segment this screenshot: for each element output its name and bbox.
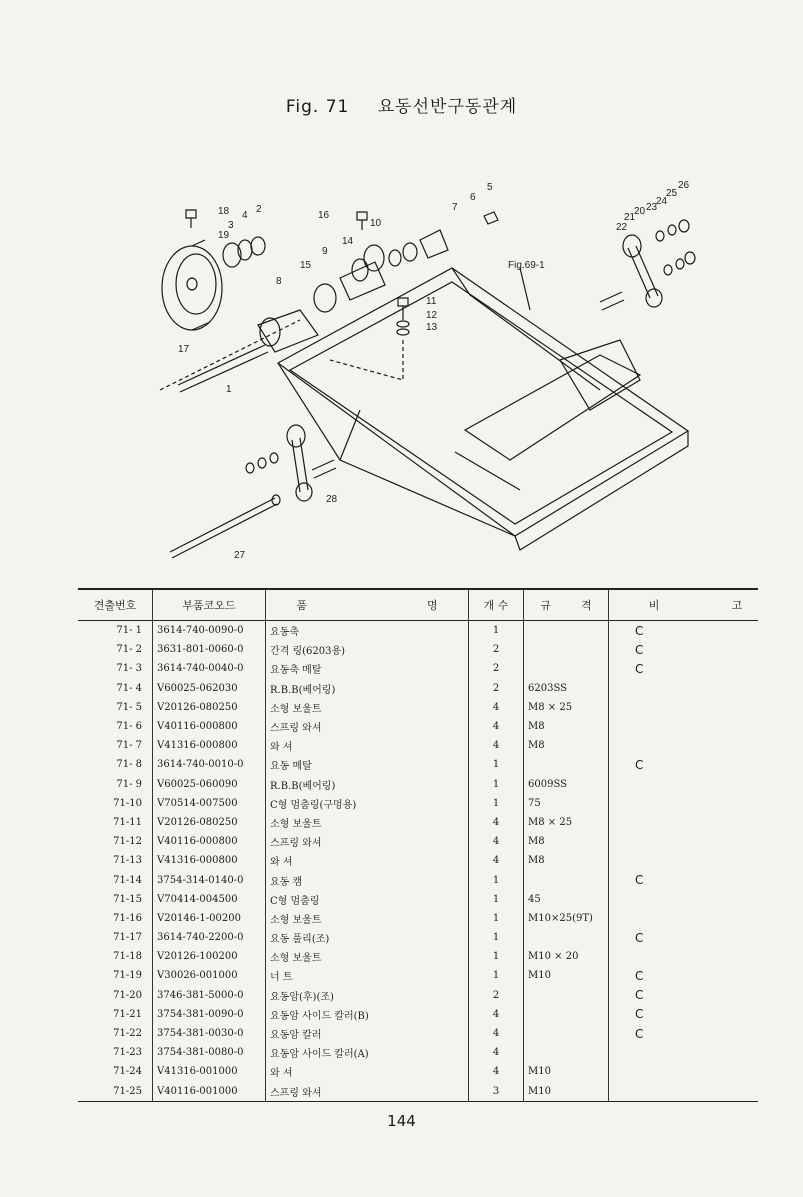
row-remark: C	[609, 986, 759, 1005]
row-spec	[524, 755, 609, 774]
callout-11: 11	[426, 296, 437, 307]
row-spec	[524, 621, 609, 641]
row-spec: M8	[524, 851, 609, 870]
row-remark	[609, 813, 759, 832]
table-row	[78, 909, 758, 928]
callout-10: 10	[370, 218, 382, 229]
row-spec: 45	[524, 890, 609, 909]
row-remark: C	[609, 659, 759, 678]
row-qty: 1	[469, 755, 524, 774]
callout-25: 25	[666, 188, 678, 199]
page-number: 144	[387, 1112, 416, 1130]
row-name: 너 트	[266, 966, 469, 985]
row-no: 71-24	[113, 1066, 142, 1078]
row-remark	[609, 698, 759, 717]
row-no: 71-18	[113, 951, 142, 963]
row-qty: 1	[469, 775, 524, 794]
table-row	[78, 659, 758, 678]
shaft-27	[170, 498, 277, 558]
callout-23: 23	[646, 202, 658, 213]
exploded-parts-diagram	[0, 170, 803, 570]
row-spec: 6203SS	[524, 679, 609, 698]
row-remark: C	[609, 928, 759, 947]
row-code: V30026-001000	[153, 966, 266, 985]
row-no: 71-15	[113, 893, 142, 905]
row-remark	[609, 947, 759, 966]
row-name: 요동 메탈	[266, 755, 469, 774]
row-no: 71-20	[113, 989, 142, 1001]
row-name: 간격 링(6203용)	[266, 640, 469, 659]
row-remark	[609, 890, 759, 909]
row-spec: M8 × 25	[524, 813, 609, 832]
row-spec	[524, 640, 609, 659]
row-qty: 2	[469, 986, 524, 1005]
row-name: 스프링 와셔	[266, 717, 469, 736]
row-no: 71-16	[113, 912, 142, 924]
row-name: 요동 캠	[266, 870, 469, 889]
header-spec: 규 격	[524, 589, 609, 621]
row-no: 71-17	[113, 932, 142, 944]
callout-19: 19	[218, 230, 230, 241]
row-name: 스프링 와셔	[266, 1082, 469, 1102]
callout-22: 22	[616, 222, 628, 233]
row-qty: 1	[469, 621, 524, 641]
table-row	[78, 890, 758, 909]
row-code: 3614-740-0040-0	[153, 659, 266, 678]
row-qty: 1	[469, 928, 524, 947]
row-no: 71- 8	[116, 759, 142, 771]
table-row	[78, 813, 758, 832]
row-spec	[524, 1005, 609, 1024]
row-code: 3746-381-5000-0	[153, 986, 266, 1005]
row-code: V40116-000800	[153, 717, 266, 736]
row-remark	[609, 1043, 759, 1062]
row-code: V41316-001000	[153, 1062, 266, 1081]
row-name: 소형 보울트	[266, 909, 469, 928]
row-no: 71-19	[113, 970, 142, 982]
row-name: 요동 풀리(조)	[266, 928, 469, 947]
row-spec: M8	[524, 717, 609, 736]
row-qty: 1	[469, 890, 524, 909]
callout-15: 15	[300, 260, 312, 271]
table-row	[78, 736, 758, 755]
row-qty: 4	[469, 698, 524, 717]
row-spec: M8 × 25	[524, 698, 609, 717]
header-code: 부품코오드	[153, 589, 266, 621]
row-code: 3614-740-2200-0	[153, 928, 266, 947]
callout-6: 6	[470, 192, 476, 203]
row-remark: C	[609, 870, 759, 889]
row-remark: C	[609, 621, 759, 641]
table-row	[78, 832, 758, 851]
callout-16: 16	[318, 210, 330, 221]
header-qty: 개 수	[469, 589, 524, 621]
ref-label: Fig.69-1	[508, 260, 545, 271]
row-qty: 4	[469, 1043, 524, 1062]
row-spec: M10 × 20	[524, 947, 609, 966]
table-row	[78, 928, 758, 947]
row-no: 71-23	[113, 1047, 142, 1059]
table-row	[78, 640, 758, 659]
row-name: 와 셔	[266, 851, 469, 870]
row-remark	[609, 1082, 759, 1102]
table-row	[78, 1062, 758, 1081]
callout-7: 7	[452, 202, 458, 213]
row-name: 소형 보울트	[266, 813, 469, 832]
header-no: 견출번호	[78, 589, 153, 621]
row-code: V41316-000800	[153, 851, 266, 870]
row-code: V40116-000800	[153, 832, 266, 851]
row-spec: 6009SS	[524, 775, 609, 794]
row-name: 와 셔	[266, 1062, 469, 1081]
table-row	[78, 621, 758, 641]
table-row	[78, 1043, 758, 1062]
callout-labels	[178, 180, 690, 561]
row-no: 71-14	[113, 874, 142, 886]
page-title	[0, 92, 803, 117]
row-qty: 4	[469, 1062, 524, 1081]
callout-27: 27	[234, 550, 246, 561]
row-qty: 1	[469, 909, 524, 928]
row-code: 3631-801-0060-0	[153, 640, 266, 659]
row-name: 와 셔	[266, 736, 469, 755]
callout-12: 12	[426, 310, 438, 321]
row-spec: M8	[524, 736, 609, 755]
row-no: 71-21	[113, 1008, 142, 1020]
row-name: 요동축 메탈	[266, 659, 469, 678]
row-code: V60025-062030	[153, 679, 266, 698]
row-remark	[609, 775, 759, 794]
table-row	[78, 1005, 758, 1024]
row-no: 71- 9	[116, 778, 142, 790]
table-row	[78, 966, 758, 985]
row-qty: 4	[469, 813, 524, 832]
callout-14: 14	[342, 236, 354, 247]
row-no: 71-22	[113, 1028, 142, 1040]
row-spec	[524, 928, 609, 947]
parts-table	[78, 588, 758, 1102]
figure-title: 요동선반구동관계	[377, 97, 518, 117]
row-qty: 4	[469, 1005, 524, 1024]
row-no: 71-11	[113, 816, 142, 828]
row-remark	[609, 909, 759, 928]
row-no: 71- 3	[116, 663, 142, 675]
row-spec: M10×25(9T)	[524, 909, 609, 928]
row-code: V20126-080250	[153, 698, 266, 717]
table-row	[78, 775, 758, 794]
row-spec: 75	[524, 794, 609, 813]
frame-tray	[278, 268, 688, 536]
row-code: V60025-060090	[153, 775, 266, 794]
callout-1: 1	[226, 384, 232, 395]
callout-8: 8	[276, 276, 282, 287]
callout-26: 26	[678, 180, 690, 191]
callout-5: 5	[487, 182, 493, 193]
row-no: 71- 1	[116, 625, 142, 637]
row-qty: 1	[469, 794, 524, 813]
swing-arm-right	[628, 246, 658, 298]
row-qty: 1	[469, 947, 524, 966]
row-name: 요동암 칼러	[266, 1024, 469, 1043]
table-row	[78, 1082, 758, 1102]
row-remark	[609, 1062, 759, 1081]
row-no: 71-25	[78, 1082, 153, 1102]
row-remark: C	[609, 755, 759, 774]
row-remark: C	[609, 1024, 759, 1043]
row-remark	[609, 851, 759, 870]
row-qty: 2	[469, 679, 524, 698]
row-remark	[609, 679, 759, 698]
table-row	[78, 851, 758, 870]
table-row	[78, 794, 758, 813]
row-name: C형 멈춤링(구멍용)	[266, 794, 469, 813]
row-no: 71- 7	[116, 740, 142, 752]
row-no: 71-12	[113, 836, 142, 848]
row-name: C형 멈춤링	[266, 890, 469, 909]
row-no: 71- 5	[116, 701, 142, 713]
row-remark	[609, 736, 759, 755]
row-remark: C	[609, 640, 759, 659]
table-row	[78, 717, 758, 736]
table-row	[78, 698, 758, 717]
row-name: R.B.B(베어링)	[266, 679, 469, 698]
header-remark: 비 고	[609, 589, 759, 621]
table-row	[78, 1024, 758, 1043]
row-qty: 4	[469, 1024, 524, 1043]
row-spec	[524, 659, 609, 678]
callout-4: 4	[242, 210, 248, 221]
row-qty: 4	[469, 717, 524, 736]
row-qty: 4	[469, 851, 524, 870]
table-header-row	[78, 589, 758, 621]
row-name: 요동암(후)(조)	[266, 986, 469, 1005]
row-code: V70514-007500	[153, 794, 266, 813]
row-spec	[524, 870, 609, 889]
row-code: 3614-740-0010-0	[153, 755, 266, 774]
shaft-1	[178, 345, 268, 392]
row-spec	[524, 1043, 609, 1062]
row-code: 3754-381-0090-0	[153, 1005, 266, 1024]
callout-2: 2	[256, 204, 262, 215]
table-row	[78, 870, 758, 889]
row-code: 3754-381-0080-0	[153, 1043, 266, 1062]
row-qty: 4	[469, 736, 524, 755]
header-name: 품 명	[266, 589, 469, 621]
table-row	[78, 679, 758, 698]
row-qty: 4	[469, 832, 524, 851]
callout-13: 13	[426, 322, 438, 333]
row-qty: 1	[469, 966, 524, 985]
row-no: 71-13	[113, 855, 142, 867]
table-row	[78, 755, 758, 774]
row-name: 요동암 사이드 칼러(B)	[266, 1005, 469, 1024]
row-code: 3754-381-0030-0	[153, 1024, 266, 1043]
row-no: 71- 6	[116, 721, 142, 733]
row-code: V20126-080250	[153, 813, 266, 832]
bearing-9	[314, 284, 336, 312]
figure-label: Fig. 71	[285, 97, 350, 117]
row-code: V20146-1-00200	[153, 909, 266, 928]
row-code: V40116-001000	[153, 1082, 266, 1102]
row-qty: 2	[469, 640, 524, 659]
row-name: R.B.B(베어링)	[266, 775, 469, 794]
row-spec	[524, 986, 609, 1005]
table-row	[78, 986, 758, 1005]
row-remark: C	[609, 966, 759, 985]
row-spec: M8	[524, 832, 609, 851]
row-name: 소형 보울트	[266, 698, 469, 717]
row-qty: 2	[469, 659, 524, 678]
table-row	[78, 947, 758, 966]
row-no: 71- 4	[116, 682, 142, 694]
row-no: 71- 2	[116, 644, 142, 656]
callout-20: 20	[634, 206, 646, 217]
row-qty: 1	[469, 870, 524, 889]
row-code: 3754-314-0140-0	[153, 870, 266, 889]
row-qty: 3	[469, 1082, 524, 1102]
callout-9: 9	[322, 246, 328, 257]
row-remark	[609, 794, 759, 813]
row-name: 소형 보울트	[266, 947, 469, 966]
callout-28: 28	[326, 494, 338, 505]
row-no: 71-10	[113, 797, 142, 809]
row-remark: C	[609, 1005, 759, 1024]
row-name: 스프링 와셔	[266, 832, 469, 851]
row-remark	[609, 832, 759, 851]
row-spec	[524, 1024, 609, 1043]
row-spec: M10	[524, 966, 609, 985]
callout-24: 24	[656, 196, 668, 207]
row-code: V41316-000800	[153, 736, 266, 755]
callout-17: 17	[178, 344, 190, 355]
row-spec: M10	[524, 1062, 609, 1081]
row-code: V20126-100200	[153, 947, 266, 966]
row-spec: M10	[524, 1082, 609, 1102]
callout-21: 21	[624, 212, 636, 223]
row-name: 요동축	[266, 621, 469, 641]
callout-18: 18	[218, 206, 230, 217]
row-name: 요동암 사이드 칼러(A)	[266, 1043, 469, 1062]
callout-3: 3	[228, 220, 234, 231]
pulley-17	[162, 246, 222, 330]
row-remark	[609, 717, 759, 736]
row-code: 3614-740-0090-0	[153, 621, 266, 641]
row-code: V70414-004500	[153, 890, 266, 909]
